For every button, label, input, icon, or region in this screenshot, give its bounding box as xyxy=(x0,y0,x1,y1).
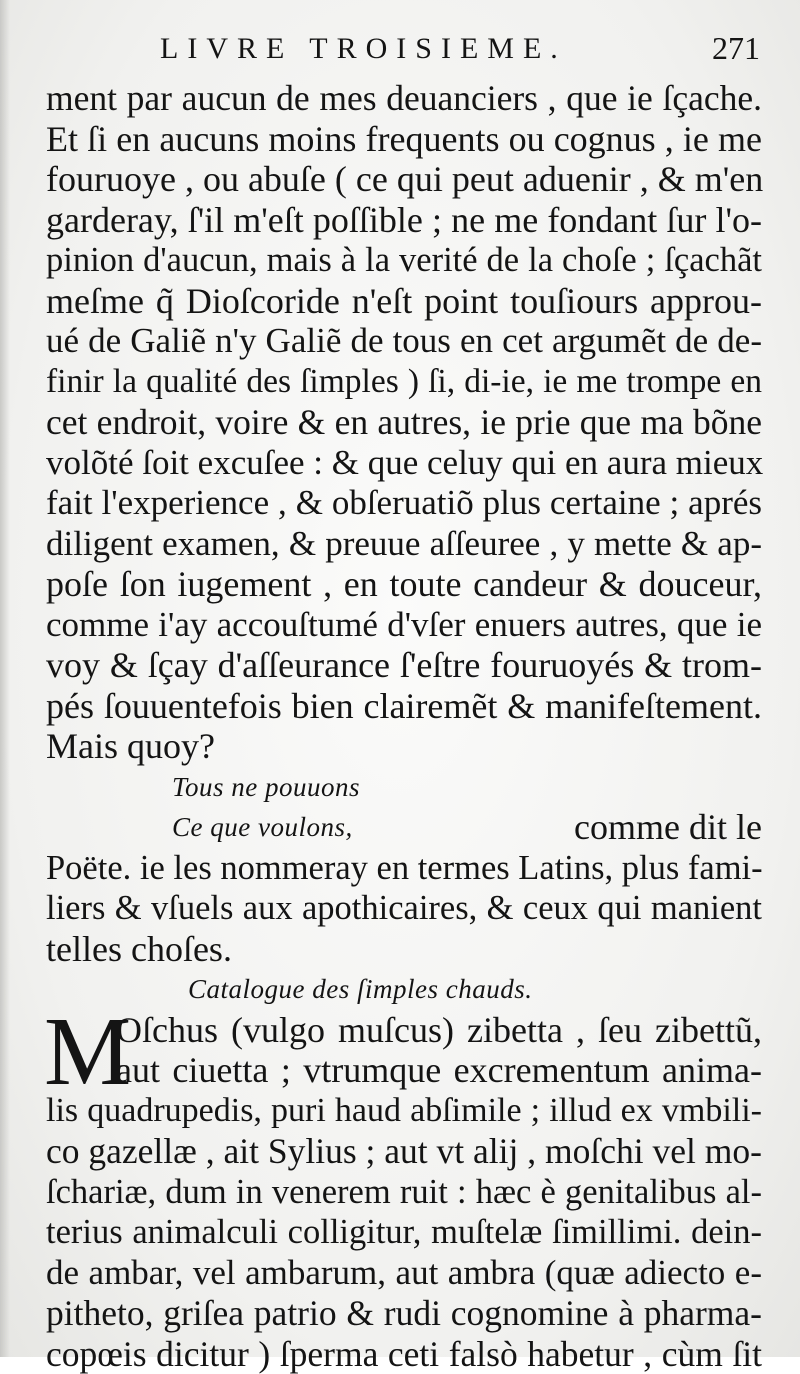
text-line: terius animalculi colligitur, muſtelæ ſimillimi. dein- xyxy=(46,1212,762,1253)
text-line: poſe ſon iugement , en toute candeur & douceur, xyxy=(46,564,762,605)
text-line: Oſchus (vulgo muſcus) zibetta , ſeu zibettũ, xyxy=(46,1010,762,1051)
text-line: comme i'ay accouſtumé d'vſer enuers autres, que ie xyxy=(46,605,762,646)
catalogue-entry xyxy=(46,1010,762,1374)
text-line: Mais quoy? xyxy=(46,726,762,767)
text-line: ment par aucun de mes deuanciers , que ie ſçache. xyxy=(46,78,762,119)
text-line: meſme q̃ Dioſcoride n'eſt point touſiours approu- xyxy=(46,281,762,322)
text-line: co gazellæ , ait Sylius ; aut vt alij , moſchi vel mo- xyxy=(46,1131,762,1172)
verse-line: Tous ne pouuons xyxy=(46,767,762,808)
text-line: pés ſouuentefois bien clairemẽt & manifeſtement. xyxy=(46,686,762,727)
drop-cap: M xyxy=(44,1012,131,1092)
text-line: fait l'experience , & obſeruatiõ plus certaine ; aprés xyxy=(46,483,762,524)
section-heading: Catalogue des ſimples chauds. xyxy=(46,969,762,1010)
running-head: LIVRE TROISIEME. xyxy=(160,32,567,66)
text-line: de ambar, vel ambarum, aut ambra (quæ adiecto e- xyxy=(46,1253,762,1294)
text-line: liers & vſuels aux apothicaires, & ceux qui manient xyxy=(46,888,762,929)
text-line: Poëte. ie les nommeray en termes Latins, plus fami- xyxy=(46,848,762,889)
text-line: pitheto, griſea patrio & rudi cognomine à pharma- xyxy=(46,1293,762,1334)
text-line: Et ſi en aucuns moins frequents ou cognus , ie me xyxy=(46,119,762,160)
page-header xyxy=(0,28,800,76)
page-number: 271 xyxy=(712,30,760,67)
text-line: copœis dicitur ) ſperma ceti falsò habetur , cùm ſit xyxy=(46,1334,762,1374)
text-line: ſchariæ, dum in venerem ruit : hæc è genitalibus al- xyxy=(46,1172,762,1213)
verse-line: Ce que voulons, xyxy=(172,807,353,848)
text-line: lis quadrupedis, puri haud abſimile ; illud ex vmbili- xyxy=(46,1091,762,1132)
verse-line-with-continuation xyxy=(46,807,762,848)
text-line: telles choſes. xyxy=(46,929,762,970)
text-line: aut ciuetta ; vtrumque excrementum anima- xyxy=(46,1050,762,1091)
text-line: pinion d'aucun, mais à la verité de la choſe ; ſçachãt xyxy=(46,240,762,281)
text-line: voy & ſçay d'aſſeurance ſ'eſtre fouruoyés & trom- xyxy=(46,645,762,686)
text-line: garderay, ſ'il m'eſt poſſible ; ne me fondant ſur l'o- xyxy=(46,200,762,241)
page-edge-shadow xyxy=(0,0,10,1357)
text-line: fouruoye , ou abuſe ( ce qui peut aduenir , & m'en xyxy=(46,159,762,200)
text-line: ué de Galiẽ n'y Galiẽ de tous en cet argumẽt de de- xyxy=(46,321,762,362)
text-line: finir la qualité des ſimples ) ſi, di-ie, ie me trompe en xyxy=(46,362,762,403)
text-line: diligent examen, & preuue aſſeuree , y mette & ap- xyxy=(46,524,762,565)
text-line: volõté ſoit excuſee : & que celuy qui en aura mieux xyxy=(46,443,762,484)
text-block xyxy=(46,78,762,1374)
verse-continuation: comme dit le xyxy=(574,807,762,848)
text-line: cet endroit, voire & en autres, ie prie que ma bõne xyxy=(46,402,762,443)
